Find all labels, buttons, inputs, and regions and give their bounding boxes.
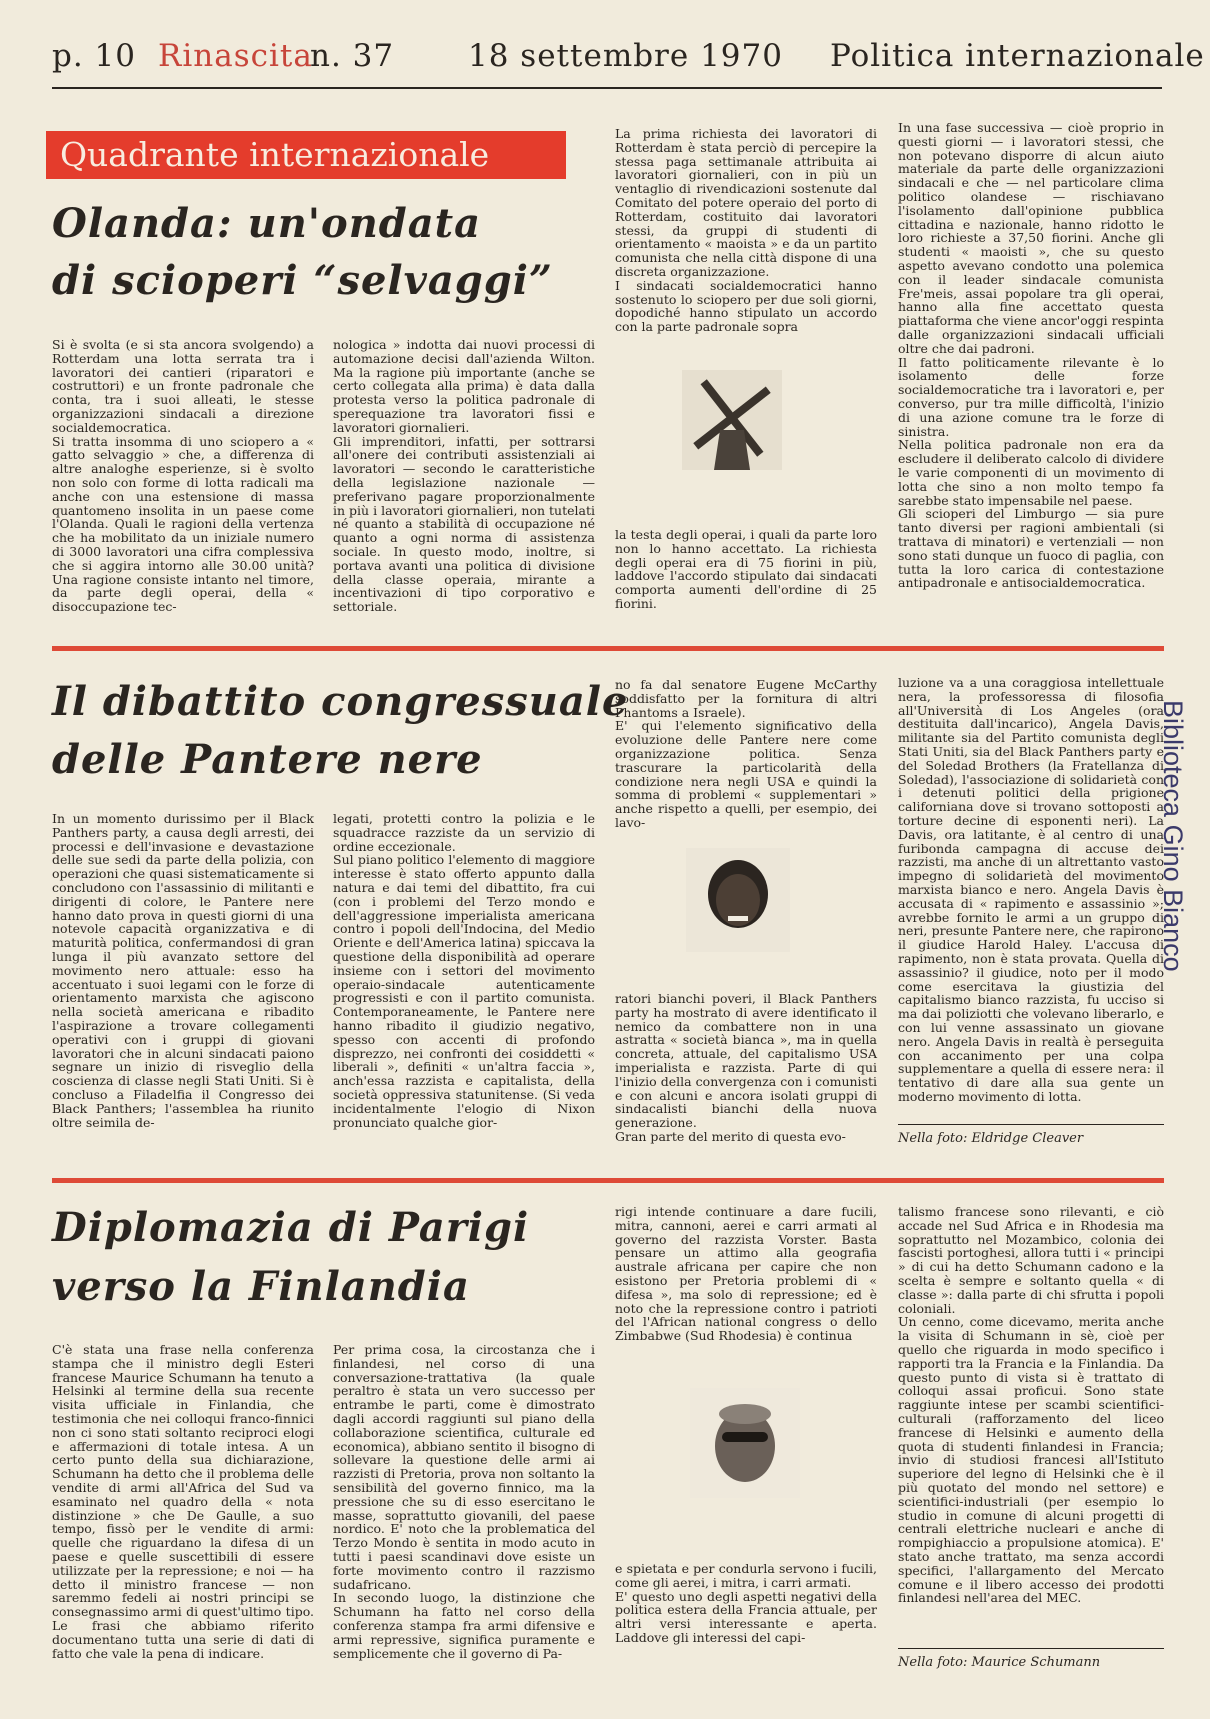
article2-title-line2: delle Pantere nere [52,736,483,783]
article2-col2: legati, protetti contro la polizia e le squadracce razziste da un servizio di ordine eccezionale. Sul piano politico l'elemento di maggiore interesse è stato offerto appunto dalla natura e dai temi del dibattito, fra cui (con i problemi del Terzo mondo e dell'aggressione imperialista americana contro i popoli dell'Indocina, del Medio Oriente e dell'America latina) spiccava la questione della disponibilità ad operare insieme con i settori del movimento operaio-sindacale autenticamente progressisti e con il partito comunista. Contemporaneamente, le Pantere nere hanno ribadito il giudizio negativo, spesso con accenti di profondo disprezzo, nei confronti dei cosiddetti « liberali », definiti « un'altra faccia », anch'essa razzista e capitalista, della società oppressiva statunitense. (Si veda incidentalmente l'elogio di Nixon pronunciato qualche gior- [333,811,595,1130]
library-stamp-text: Biblioteca Gino Bianco [1158,700,1188,972]
article3-title-line2: verso la Finlandia [52,1263,470,1310]
article3-title-line1: Diplomazia di Parigi [52,1204,530,1251]
windmill-icon [682,370,782,470]
masthead [52,38,1205,86]
article2-col1: In un momento durissimo per il Black Panthers party, a causa degli arresti, dei processi e dell'invasione e devastazione delle sue sedi da parte della polizia, con operazioni che quasi sistematicamente si concludono con l'assassinio di militanti e dirigenti di colore, le Pantere nere hanno dato prova in questi giorni di una notevole capacità organizzativa e di maturità politica, confermandosi di gran lunga il più avanzato settore del movimento nero attuale: esso ha accentuato i suoi legami con le forze di orientamento marxista che agiscono nella società americana e ribadito l'aspirazione a trovare collegamenti operativi con i gruppi di giovani lavoratori che in alcuni sindacati paiono segnare un inizio di risveglio della coscienza di classe negli Stati Uniti. Si è concluso a Filadelfia il Congresso dei Black Panthers; l'assemblea ha riunito oltre seimila de- [52,811,314,1130]
portrait-icon [690,1388,800,1498]
article1-col3-bottom: la testa degli operai, i quali da parte loro non lo hanno accettato. La richiesta degli operai era di 75 fiorini in più, laddove l'accordo stipulato dai sindacati comporta aumenti dell'ordine di 25 fiorini. [615,527,877,611]
maurice-schumann-photo [690,1388,800,1498]
article2-title-line1: Il dibattito congressuale [52,678,629,725]
library-stamp [1158,700,1208,1020]
issue-number: n. 37 [310,38,395,74]
section-label: Quadrante internazionale [46,131,566,179]
article1-col4: In una fase successiva — cioè proprio in questi giorni — i lavoratori stessi, che non potevano disporre di alcun aiuto materiale da parte delle organizzazioni sindacali e che — nel particolare clima politico olandese — rischiavano l'isolamento dall'opinione pubblica cittadina e nazionale, hanno ridotto le loro richieste a 37,50 fiorini. Anche gli studenti « maoisti », che su questo aspetto avevano condotto una polemica con il leader sindacale comunista Fre'meis, assai popolare tra gli operai, hanno alla fine accettato questa piattaforma che viene ancor'oggi respinta dalle organizzazioni sindacali ufficiali oltre che dai padroni. Il fatto politicamente rilevante è lo isolamento delle forze socialdemocratiche tra i lavoratori e, per converso, pur tra mille difficoltà, l'inizio di una azione comune tra le forze di sinistra. Nella politica padronale non era da escludere il deliberato calcolo di dividere le varie componenti di un movimento di lotta che sino a non molto tempo fa sarebbe stato impensabile nel paese. Gli scioperi del Limburgo — sia pure tanto diversi per ragioni ambientali (si trattava di minatori) e vertenziali — non sono stati dunque un fuoco di paglia, con tutta la loro carica di contestazione antipadronale e antisocialdemocratica. [898,120,1164,591]
publication-name: Rinascita [158,38,313,74]
article3-col1: C'è stata una frase nella conferenza stampa che il ministro degli Esteri francese Maurice Schumann ha tenuto a Helsinki al termine della sua recente visita ufficiale in Finlandia, che testimonia che nei colloqui franco-finnici non ci sono stati soltanto reciproci elogi e affermazioni di totale intesa. A un certo punto della sua dichiarazione, Schumann ha detto che il problema delle vendite di armi all'Africa del Sud va esaminato nel quadro della « nota distinzione » che De Gaulle, a suo tempo, fissò per le vendite di armi: quelle che riguardano la difesa di un paese e quelle suscettibili di essere utilizzate per la repressione; e noi — ha detto il ministro francese — non saremmo fedeli ai nostri principi se consegnassimo armi di quest'ultimo tipo. Le frasi che abbiamo riferito documentano tutta una serie di dati di fatto che vale la pena di indicare. [52,1342,314,1661]
article3-col3-top: rigi intende continuare a dare fucili, mitra, cannoni, aerei e carri armati al governo del razzista Vorster. Basta pensare un attimo alla geografia australe africana per capire che non esistono per Pretoria problemi di « difesa », ma solo di repressione; ed è noto che la repressione contro i patrioti del l'African national congress o dello Zimbabwe (Sud Rhodesia) è continua [615,1204,877,1344]
article1-col1: Si è svolta (e si sta ancora svolgendo) a Rotterdam una lotta serrata tra i lavoratori dei cantieri (riparatori e costruttori) e un fronte padronale che conta, tra i suoi alleati, le stesse organizzazioni sindacali a direzione socialdemocratica. Si tratta insomma di uno sciopero a « gatto selvaggio » che, a differenza di altre analoghe esperienze, si è svolto non solo con forme di lotta radicali ma anche con una estensione di massa quantomeno insolita in un paese come l'Olanda. Quali le ragioni della vertenza che ha mobilitato da un iniziale numero di 3000 lavoratori una cifra complessiva che si aggira intorno alle 30.00 unità? Una ragione consiste intanto nel timore, da parte degli operai, della « disoccupazione tec- [52,337,314,615]
section-divider [52,1178,1164,1183]
header-rule [52,87,1162,89]
article3-col4: talismo francese sono rilevanti, e ciò accade nel Sud Africa e in Rhodesia ma soprattutto nel Mozambico, colonia dei fascisti portoghesi, allora tutti i « principi » di cui ha detto Schumann cadono e la scelta è sempre e soltanto quella « di classe »: dalla parte di chi sfrutta i popoli coloniali. Un cenno, come dicevamo, merita anche la visita di Schumann in sè, cioè per quello che riguarda in modo specifico i rapporti tra la Francia e la Finlandia. Da questo punto di vista si è trattato di colloqui assai proficui. Sono state raggiunte intese per scambi scientifici-culturali (rafforzamento del liceo francese di Helsinki e aumento della quota di studenti finlandesi in Francia; invio di studiosi francesi all'Istituto superiore del legno di Helsinki che è il più quotato del mondo nel settore) e scientifici-industriali (per esempio lo studio in comune di alcuni progetti di centrali elettriche nucleari e anche di rompighiaccio a propulsione atomica). E' stato anche trattato, ma senza accordi specifici, l'allargamento del Mercato comune e il libero accesso dei prodotti finlandesi nell'area del MEC. [898,1204,1164,1606]
article1-col2: nologica » indotta dai nuovi processi di automazione decisi dall'azienda Wilton. Ma la ragione più importante (anche se certo collegata alla prima) è data dalla protesta verso la politica padronale di sperequazione tra lavoratori fissi e lavoratori giornalieri. Gli imprenditori, infatti, per sottrarsi all'onere dei contributi assistenziali ai lavoratori — secondo le caratteristiche della legislazione nazionale — preferivano pagare proporzionalmente in più i lavoratori giornalieri, non tutelati né quanto a stabilità di occupazione né quanto a ogni norma di assistenza sociale. In questo modo, inoltre, si portava avanti una politica di divisione della classe operaia, mirante a incentivazioni di tipo corporativo e settoriale. [333,337,595,615]
portrait-icon [686,848,790,952]
article1-title-line2: di scioperi “selvaggi” [52,257,553,304]
section-divider [52,646,1164,651]
article2-col3-bottom: ratori bianchi poveri, il Black Panthers party ha mostrato di avere identificato il nemico da combattere non in una astratta « società bianca », ma in quella concreta, attuale, del capitalismo USA imperialista e razzista. Parte di qui l'inizio della convergenza con i comunisti e con alcuni e ancora isolati gruppi di sindacalisti bianchi della nuova generazione. Gran parte del merito di questa evo- [615,991,877,1144]
article1-title-line1: Olanda: un'ondata [52,200,482,247]
article3-photo-caption: Nella foto: Maurice Schumann [898,1648,1164,1670]
article1-col3-top: La prima richiesta dei lavoratori di Rotterdam è stata perciò di percepire la stessa paga settimanale attribuita ai lavoratori giornalieri, con in più un ventaglio di rivendicazioni sostenute dal Comitato del potere operaio del porto di Rotterdam, costituito dai lavoratori stessi, da gruppi di studenti di orientamento « maoista » e da un partito comunista che nella città dispone di una discreta organizzazione. I sindacati socialdemocratici hanno sostenuto lo sciopero per due soli giorni, dopodiché hanno stipulato un accordo con la parte padronale sopra [615,126,877,335]
issue-date: 18 settembre 1970 [468,38,783,74]
article2-col3-top: no fa dal senatore Eugene McCarthy soddisfatto per la fornitura di altri Phantoms a Israele). E' qui l'elemento significativo della evoluzione delle Pantere nere come organizzazione politica. Senza trascurare la particolarità della condizione nera negli USA e quindi la somma di problemi « supplementari » anche rispetto a quelli, per esempio, dei lavo- [615,677,877,830]
section-title: Politica internazionale [830,38,1205,74]
windmill-photo [682,370,782,470]
article3-col2: Per prima cosa, la circostanza che i finlandesi, nel corso di una conversazione-trattativa (la quale peraltro è stata un vero successo per entrambe le parti, come è dimostrato dagli accordi raggiunti sul piano della collaborazione scientifica, culturale ed economica), abbiano sentito il bisogno di sollevare la questione delle armi ai razzisti di Pretoria, prova non soltanto la sensibilità del governo finnico, ma la pressione che su di esso esercitano le masse, soprattutto giovanili, del paese nordico. E' noto che la problematica del Terzo Mondo è sentita in modo acuto in tutti i paesi scandinavi dove esiste un forte movimento contro il razzismo sudafricano. In secondo luogo, la distinzione che Schumann ha fatto nel corso della conferenza stampa fra armi difensive e armi repressive, significa puramente e semplicemente che il governo di Pa- [333,1342,595,1661]
eldridge-cleaver-photo [686,848,790,952]
article2-col4: luzione va a una coraggiosa intellettuale nera, la professoressa di filosofia all'Università di Los Angeles (ora destituita dall'incarico), Angela Davis, militante sia del Partito comunista degli Stati Uniti, sia del Black Panthers party e del Soledad Brothers (la Fratellanza di Soledad), l'associazione di solidarietà con i detenuti politici della prigione californiana dove si trovano sottoposti a torture decine di esponenti neri). La Davis, ora latitante, è al centro di una furibonda campagna di accuse dei razzisti, ma anche di un altrettanto vasto impegno di solidarietà del movimento marxista bianco e nero. Angela Davis è accusata di « rapimento e assassinio »; avrebbe fornito le armi a un gruppo di neri, presunte Pantere nere, che rapirono il giudice Harold Haley. L'accusa di rapimento, non è stata provata. Quella di assassinio? il giudice, noto per il modo come esercitava la giustizia del capitalismo bianco razzista, fu ucciso si ma dai poliziotti che volevano liberarlo, e con lui venne assassinato un giovane nero. Angela Davis in realtà è perseguita con accanimento per una colpa supplementare a quella di essere nera: il tentativo di dare alla sua gente un moderno movimento di lotta. [898,675,1164,1104]
page-number: p. 10 [52,38,136,74]
article2-photo-caption: Nella foto: Eldridge Cleaver [898,1124,1164,1146]
article3-col3-bottom: e spietata e per condurla servono i fucili, come gli aerei, i mitra, i carri armati. E' questo uno degli aspetti negativi della politica estera della Francia attuale, per altri versi interessante e aperta. Laddove gli interessi del capi- [615,1561,877,1645]
